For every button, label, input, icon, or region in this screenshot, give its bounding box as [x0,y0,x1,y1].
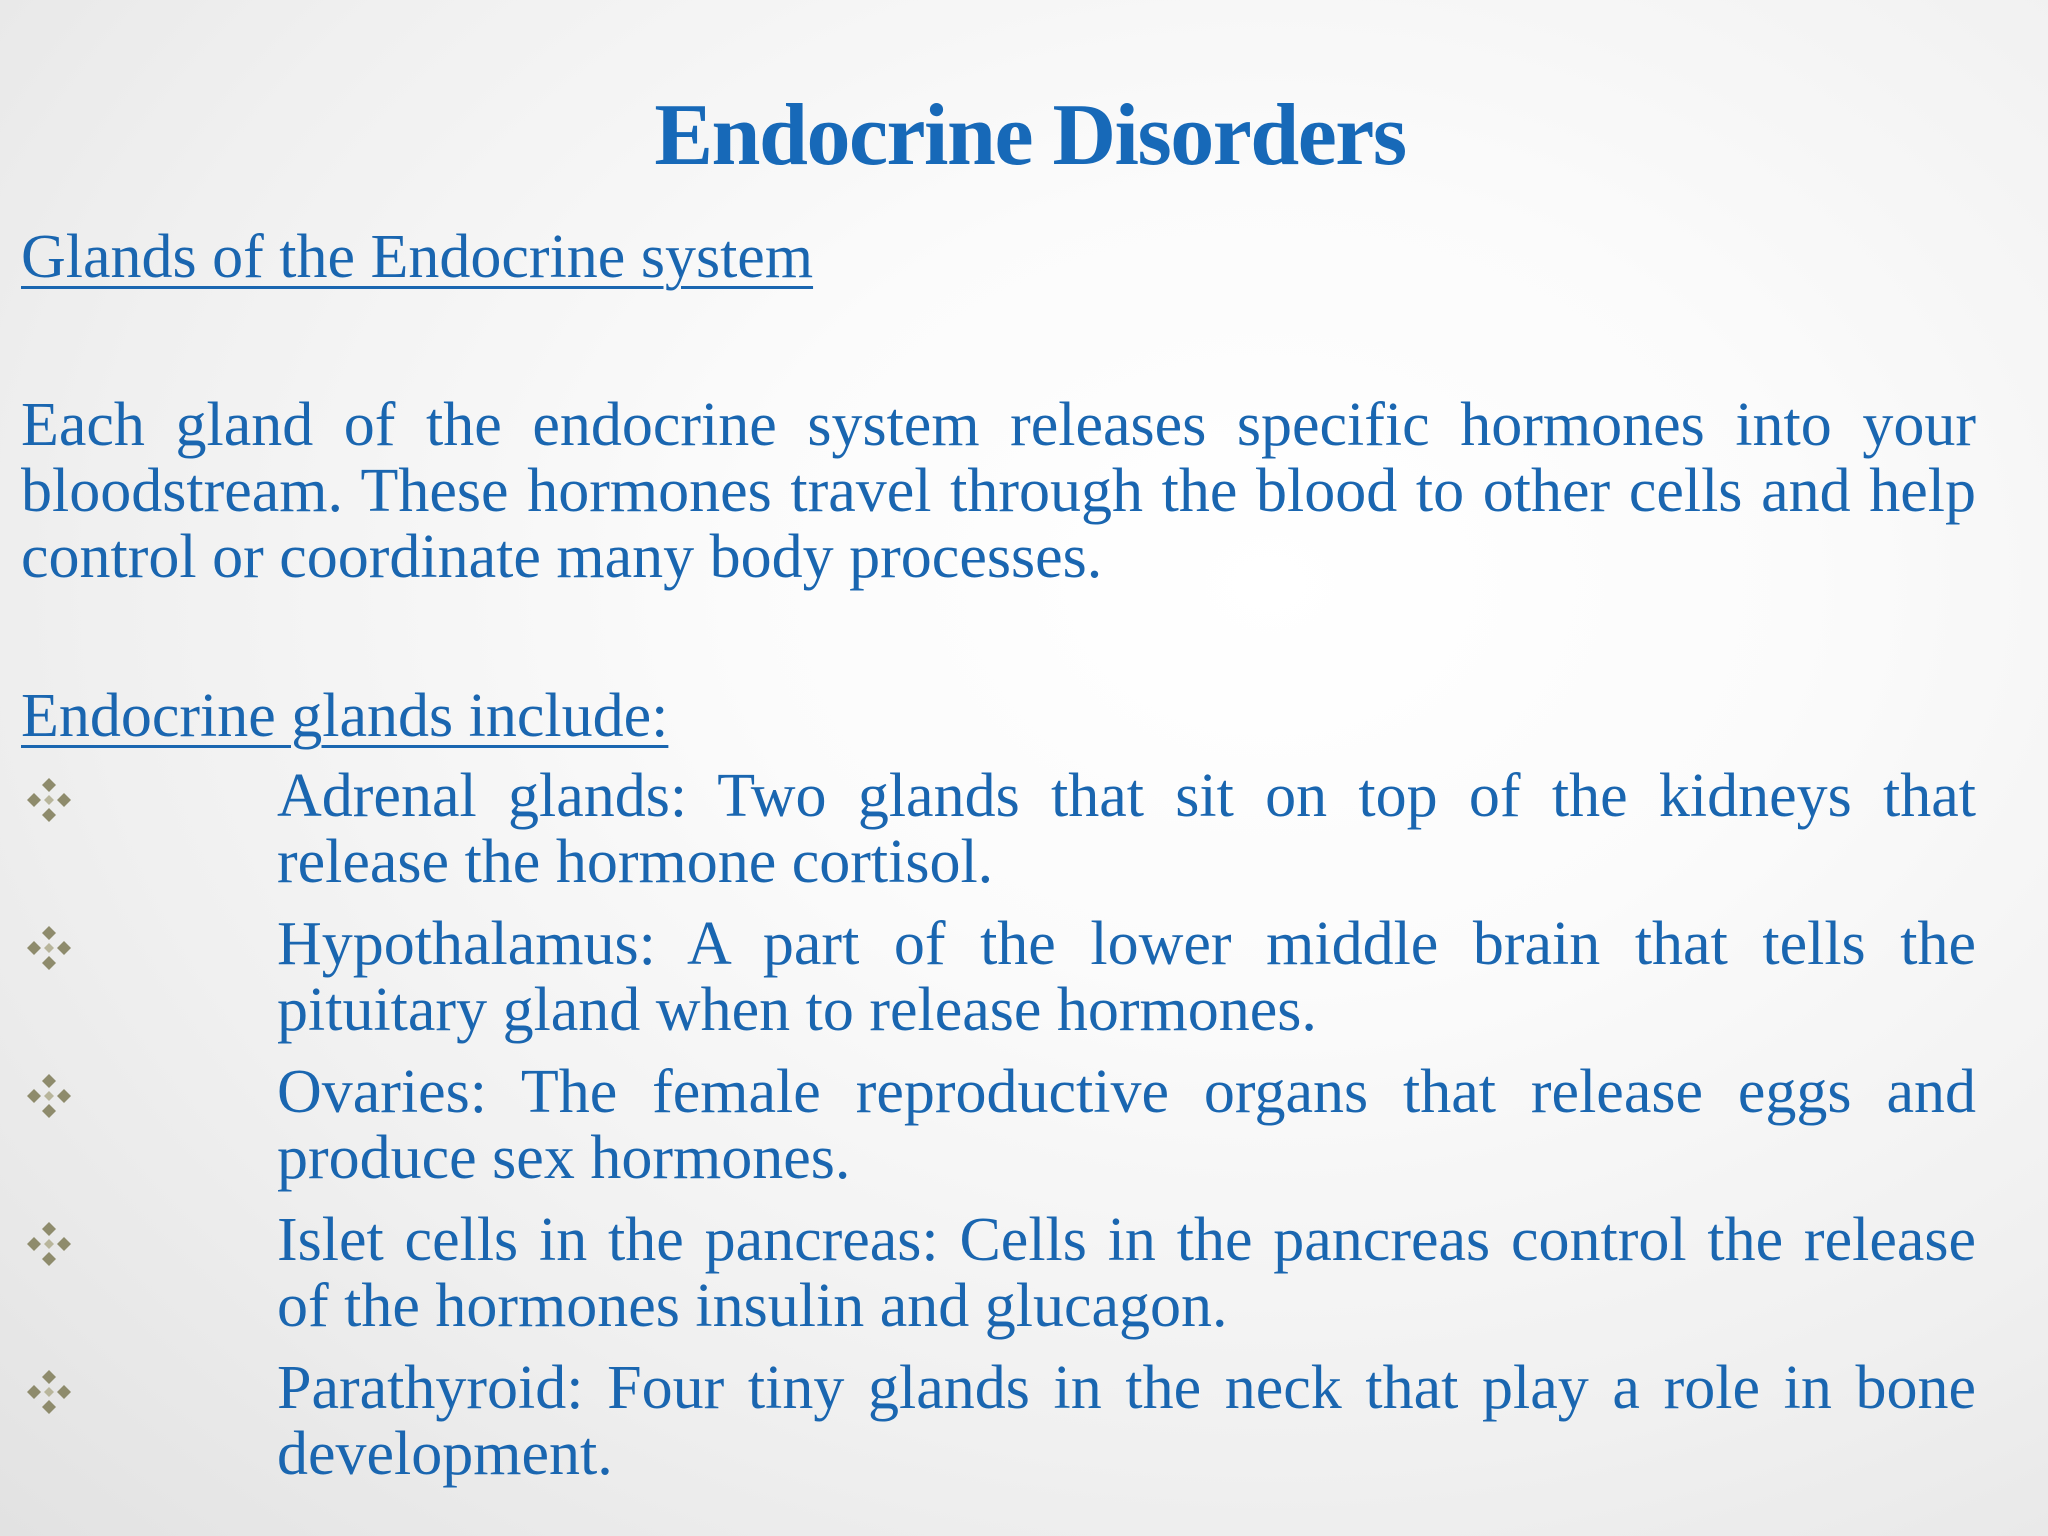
list-item-text: Ovaries: The female reproductive organs that release eggs and produce sex hormones. [277,1058,1976,1192]
section-heading: Glands of the Endocrine system [21,223,814,291]
four-diamond-bullet-icon [26,1369,72,1415]
list-item [0,1207,2048,1339]
list-item-text: Hypothalamus: A part of the lower middle brain that tells the pituitary gland when to release hormones. [277,910,1976,1044]
intro-paragraph: Each gland of the endocrine system releases specific hormones into your bloodstream. These hormones travel through the blood to other cells and help control or coordinate many body processes. [21,391,1976,591]
list-item [0,1355,2048,1487]
four-diamond-bullet-icon [26,777,72,823]
list-item-text: Adrenal glands: Two glands that sit on top of the kidneys that release the hormone cortisol. [277,762,1976,896]
list-heading: Endocrine glands include: [21,682,669,750]
slide-title: Endocrine Disorders [654,87,1406,184]
list-item [0,763,2048,895]
list-item-text: Parathyroid: Four tiny glands in the neck that play a role in bone development. [277,1354,1976,1488]
four-diamond-bullet-icon [26,1221,72,1267]
four-diamond-bullet-icon [26,925,72,971]
list-item-text: Islet cells in the pancreas: Cells in the pancreas control the release of the hormones insulin and glucagon. [277,1206,1976,1340]
list-item [0,911,2048,1043]
gland-list [0,763,2048,1503]
four-diamond-bullet-icon [26,1073,72,1119]
list-item [0,1059,2048,1191]
